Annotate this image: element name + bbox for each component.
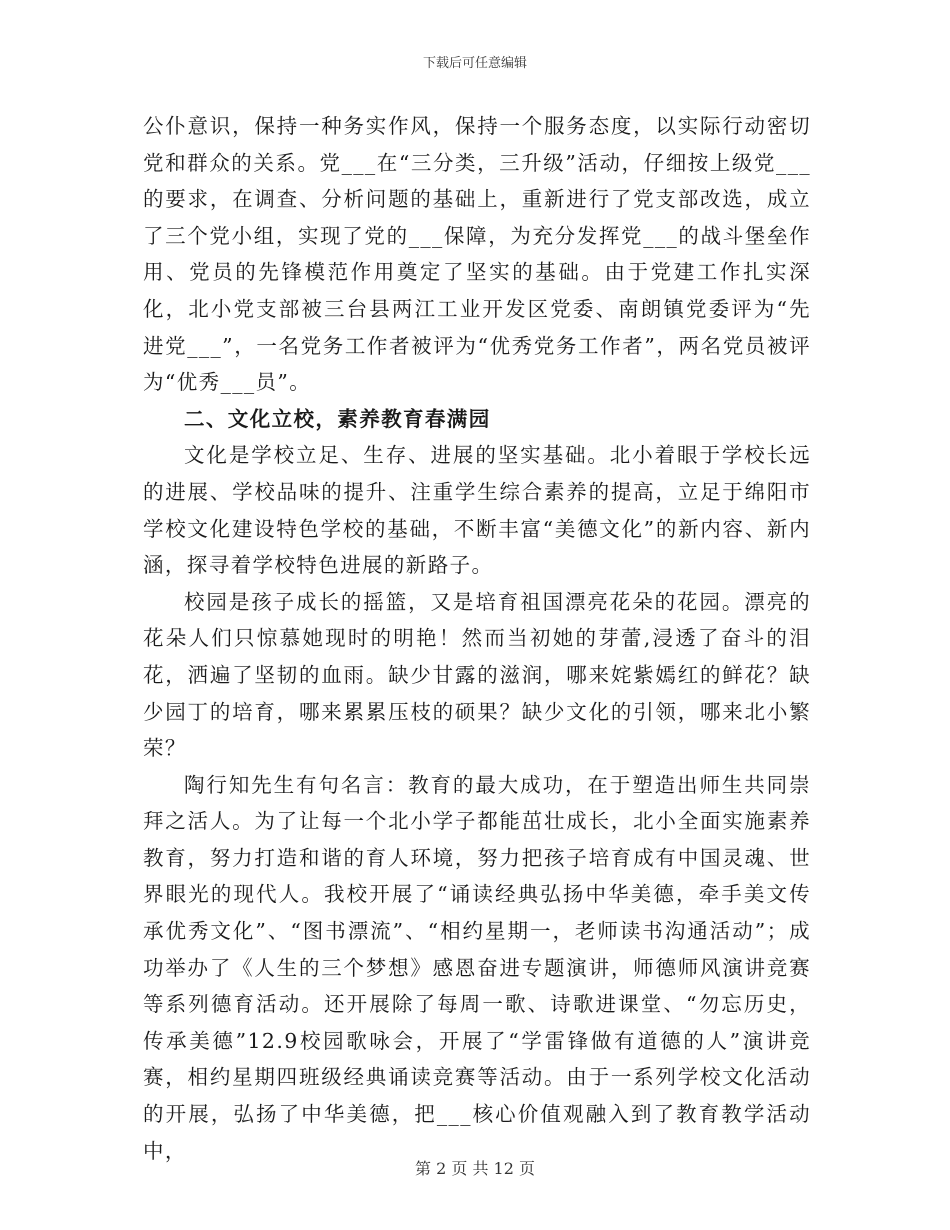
page-header: 下载后可任意编辑 (422, 56, 527, 71)
section-heading-culture: 二、文化立校，素养教育春满园 (184, 406, 491, 431)
paragraph-tao-xingzhi: 陶行知先生有句名言：教育的最大成功，在于塑造出师生共同崇拜之活人。为了让每一个北小学子都能茁壮成长，北小全面实施素养教育，努力打造和谐的育人环境，努力把孩子培育成有中国灵魂、世界眼光的现代人。我校开展了“诵读经典弘扬中华美德，牵手美文传承优秀文化”、“图书漂流”、“相约星期一，老师读书沟通活动”；成功举办了《人生的三个梦想》感恩奋进专题演讲，师德师风演讲竞赛等系列德育活动。还开展除了每周一歌、诗歌进课堂、“勿忘历史，传承美德”12.9校园歌咏会，开展了“学雷锋做有道德的人”演讲竞赛，相约星期四班级经典诵读竞赛等活动。由于一系列学校文化活动的开展，弘扬了中华美德，把___核心价值观融入到了教育教学活动中， (143, 772, 811, 1163)
paragraph-campus-cradle: 校园是孩子成长的摇篮，又是培育祖国漂亮花朵的花园。漂亮的花朵人们只惊慕她现时的明艳！然而当初她的芽蕾,浸透了奋斗的泪花，洒遍了坚韧的血雨。缺少甘露的滋润，哪来姹紫嫣红的鲜花？缺少园丁的培育，哪来累累压枝的硕果？缺少文化的引领，哪来北小繁荣？ (143, 589, 811, 761)
page-footer: 第 2 页 共 12 页 (415, 1159, 535, 1178)
paragraph-party-building: 公仆意识，保持一种务实作风，保持一个服务态度，以实际行动密切党和群众的关系。党___在“三分类，三升级”活动，仔细按上级党___的要求，在调查、分析问题的基础上，重新进行了党支部改选，成立了三个党小组，实现了党的___保障，为充分发挥党___的战斗堡垒作用、党员的先锋模范作用奠定了坚实的基础。由于党建工作扎实深化，北小党支部被三台县两江工业开发区党委、南朗镇党委评为“先进党___”，一名党务工作者被评为“优秀党务工作者”，两名党员被评为“优秀___员”。 (143, 114, 811, 395)
paragraph-culture-foundation: 文化是学校立足、生存、进展的坚实基础。北小着眼于学校长远的进展、学校品味的提升、注重学生综合素养的提高，立足于绵阳市学校文化建设特色学校的基础，不断丰富“美德文化”的新内容、新内涵，探寻着学校特色进展的新路子。 (143, 443, 811, 578)
document-body (143, 108, 811, 1169)
